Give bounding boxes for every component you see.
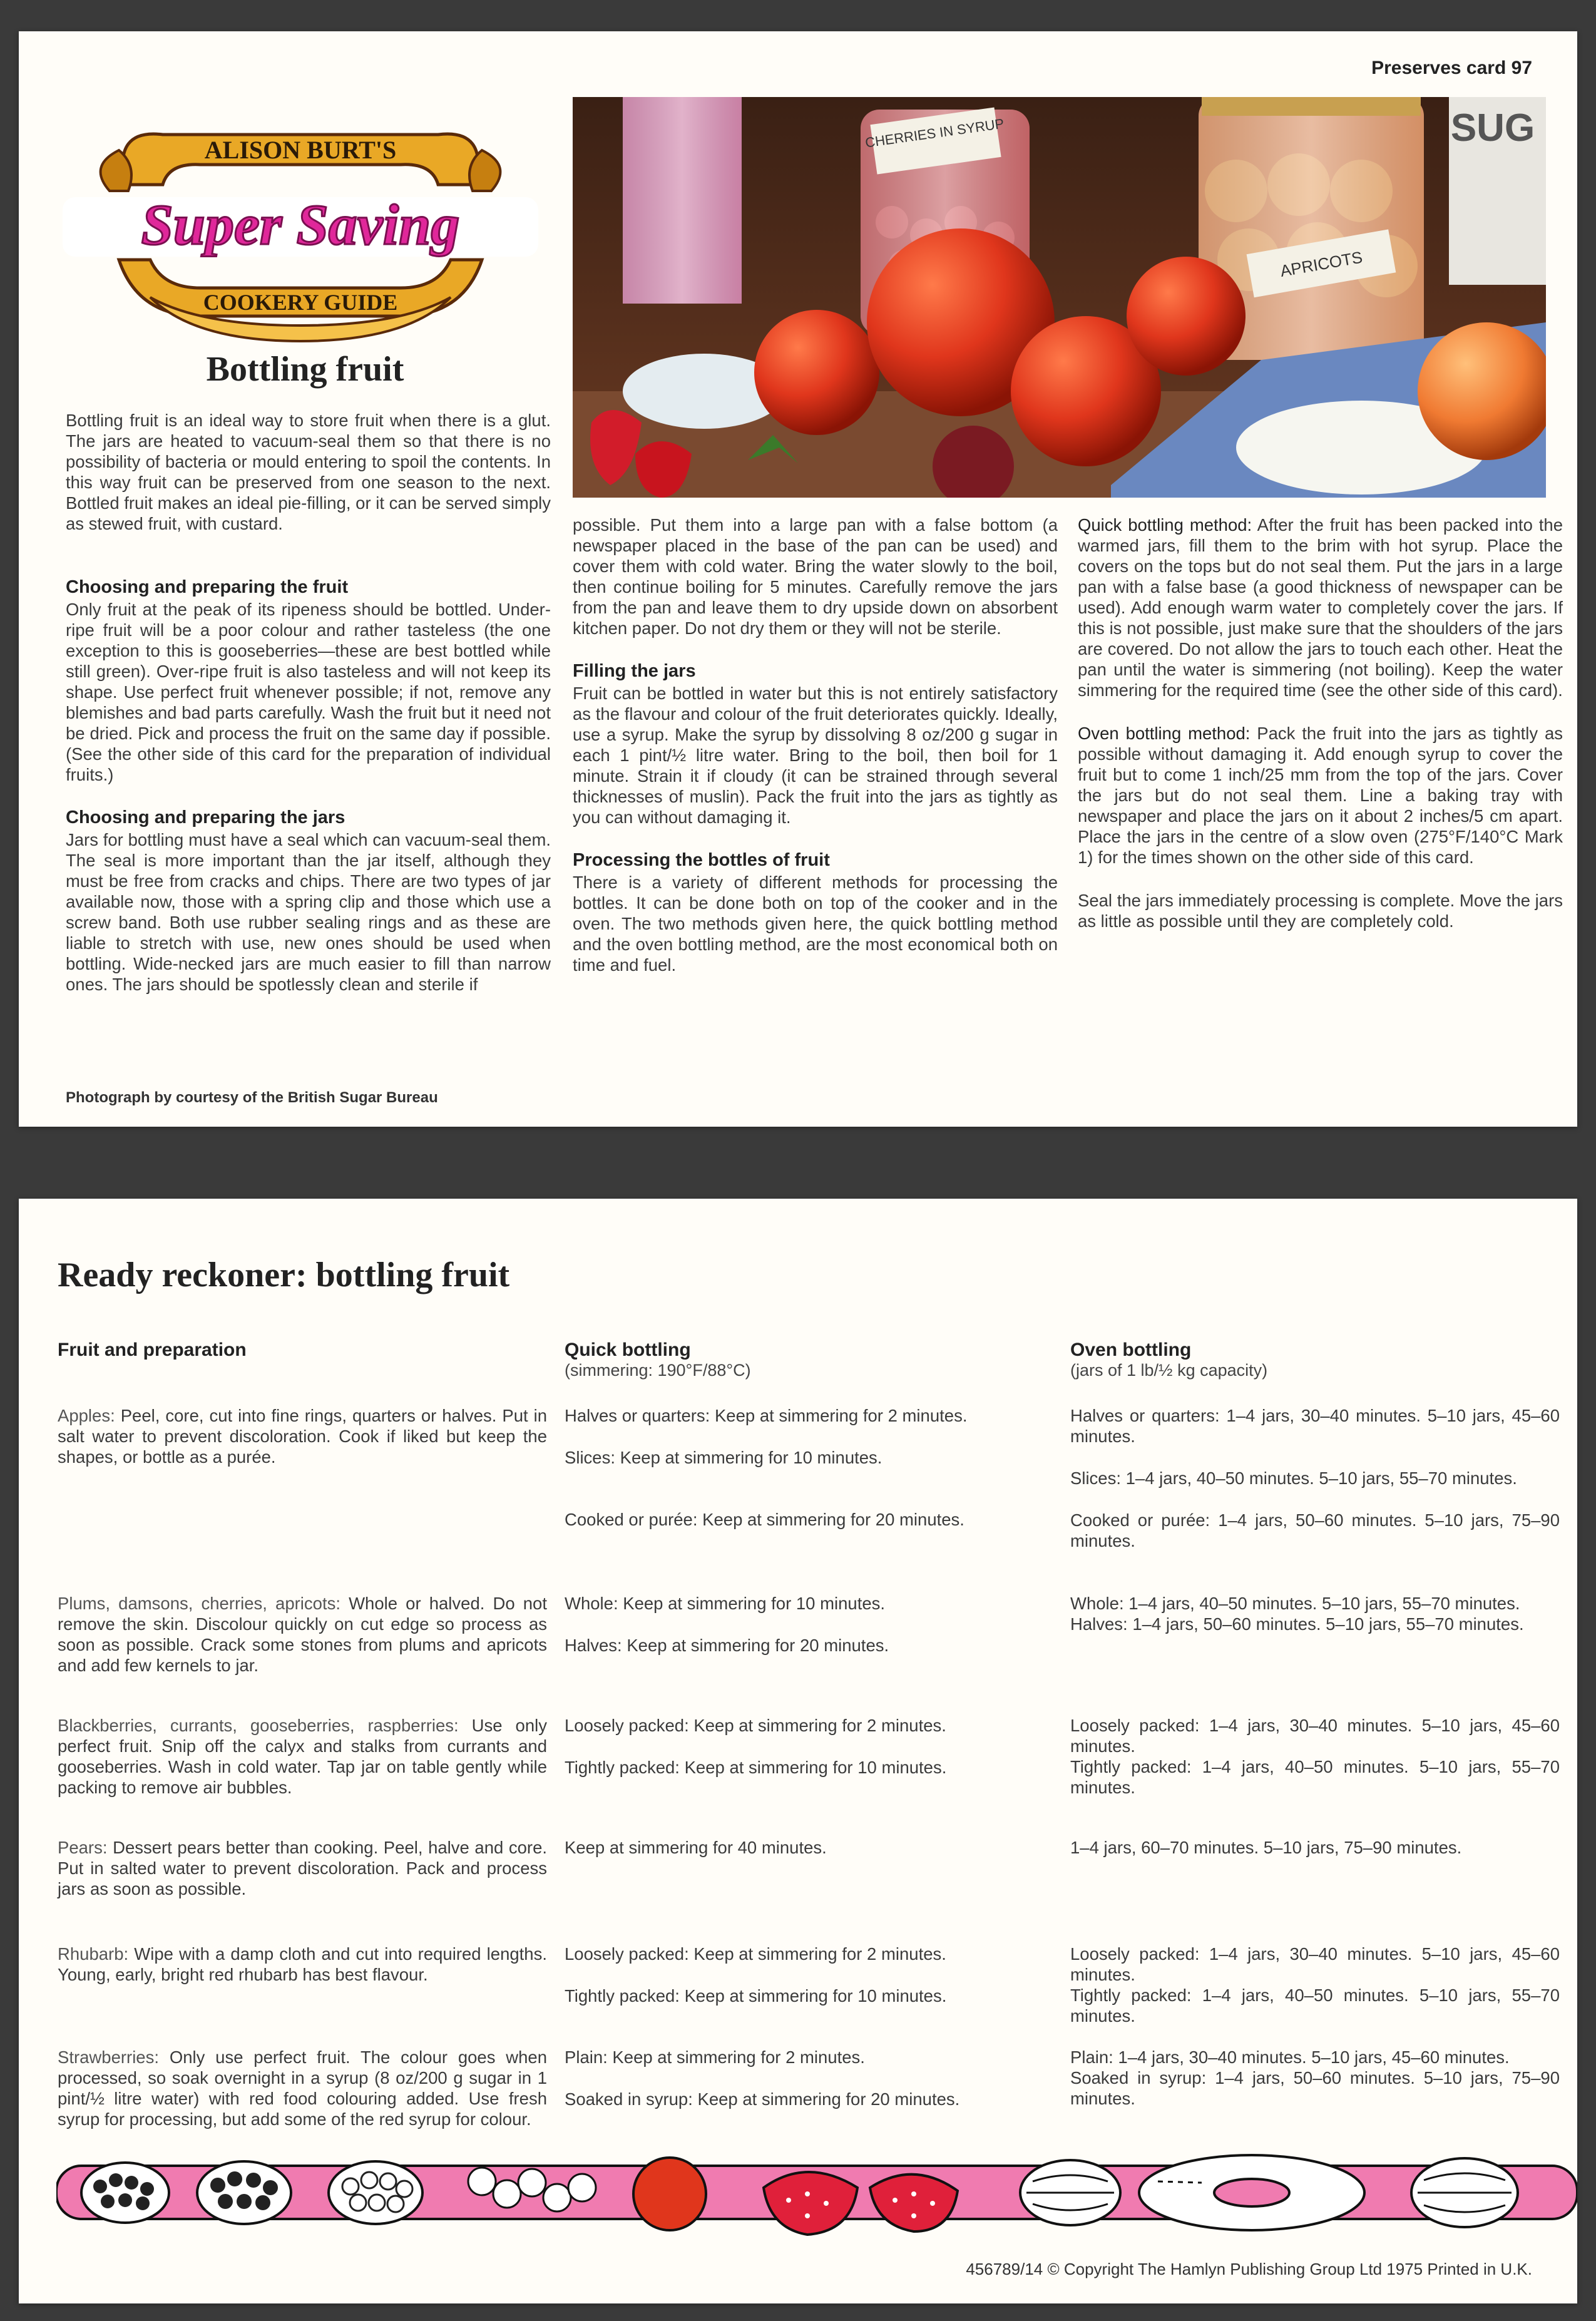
jar-label-cherries: CHERRIES IN SYRUP [864, 115, 1005, 151]
quick-entry: Cooked or purée: Keep at simmering for 20 minutes. [565, 1510, 964, 1529]
fruit-illustration-band [56, 2144, 1577, 2238]
back-card [19, 1199, 1577, 2303]
quick-method-label: Quick bottling method: [1078, 515, 1252, 535]
column-middle [573, 515, 1058, 998]
fruit-name: Rhubarb: [58, 1944, 129, 1964]
quick-entry: Slices: Keep at simmering for 10 minutes. [565, 1448, 882, 1467]
oven-method-text: Pack the fruit into the jars as tightly as possible without damaging it. Add enough syrup to cover the fruit but to come 1 inch/25 mm from the top of the jars. Cover the jars but do not seal them. Line a baking tray with newspaper and place the jars on it about 2 inches/5 cm apart. Place the jars in the centre of a slow oven (275°F/140°C Mark 1) for the times shown on the other side of this card. [1078, 724, 1563, 867]
photo-credit: Photograph by courtesy of the British Sugar Bureau [66, 1089, 438, 1106]
header-quick-sub: (simmering: 190°F/88°C) [565, 1361, 751, 1380]
section-text: Only fruit at the peak of its ripeness should be bottled. Under-ripe fruit will be a poor colour and rather tasteless (the one exception to this is gooseberries—these are best bottled while still green). Over-ripe fruit is also tasteless and will not keep its shape. Use perfect fruit whenever possible; if not, remove any blemishes and bad parts carefully. Wash the fruit but it need not be dried. Pick and process the fruit on the same day if possible. (See the other side of this card for the preparation of individual fruits.) [66, 600, 551, 784]
header-quick [565, 1340, 751, 1380]
seal-paragraph: Seal the jars immediately processing is complete. Move the jars as little as possible until they are completely cold. [1078, 891, 1563, 931]
intro-paragraph: Bottling fruit is an ideal way to store fruit when there is a glut. The jars are heated to vacuum-seal them so that there is no possibility of bacteria or mould entering to spoil the contents. In this way fruit can be preserved from one season to the next. Bottled fruit makes an ideal pie-filling, or it can be served simply as stewed fruit, with custard. [66, 411, 551, 533]
table-row-oven [1070, 1837, 1560, 1858]
section-heading: Filling the jars [573, 661, 696, 681]
quick-entry: Tightly packed: Keep at simmering for 10 minutes. [565, 1986, 947, 2006]
table-row-oven [1070, 1593, 1560, 1634]
table-row-oven [1070, 1405, 1560, 1551]
quick-method-paragraph [1078, 515, 1563, 700]
oven-entry: Halves: 1–4 jars, 50–60 minutes. 5–10 jars, 55–70 minutes. [1070, 1614, 1524, 1634]
fruit-prep: Use only perfect fruit. Snip off the calyx and stalks from currants and gooseberries. Wash in cold water. Tap jar on table gently while packing to remove air bubbles. [58, 1716, 548, 1797]
header-fruit [58, 1340, 247, 1361]
section-filling [573, 661, 1058, 827]
blackberry-icon [81, 2163, 169, 2223]
logo-top-text: ALISON BURT'S [204, 136, 397, 164]
table-row-quick [565, 1405, 1054, 1530]
logo-middle-text: Super Saving [141, 193, 460, 257]
gooseberry-icon [1020, 2160, 1120, 2225]
section-processing [573, 850, 1058, 975]
oven-entry: Cooked or purée: 1–4 jars, 50–60 minutes. 5–10 jars, 75–90 minutes. [1070, 1510, 1560, 1550]
table-row-fruit [58, 1405, 547, 1467]
table-row-fruit [58, 1593, 547, 1676]
table-row-quick [565, 2047, 1054, 2109]
column-right [1078, 515, 1563, 931]
cookery-guide-logo [50, 91, 551, 354]
jar-label-apricots: APRICOTS [1279, 247, 1364, 281]
logo-bottom-text: COOKERY GUIDE [203, 290, 398, 315]
quick-entry: Loosely packed: Keep at simmering for 2 minutes. [565, 1944, 946, 1964]
front-card [19, 31, 1577, 1127]
oven-entry: Loosely packed: 1–4 jars, 30–40 minutes. 5–10 jars, 45–60 minutes. [1070, 1944, 1560, 1984]
section-heading: Choosing and preparing the fruit [66, 577, 349, 597]
oven-method-paragraph [1078, 723, 1563, 868]
quick-entry: Soaked in syrup: Keep at simmering for 20 minutes. [565, 2089, 960, 2109]
table-row-oven [1070, 1944, 1560, 2026]
oven-entry: Soaked in syrup: 1–4 jars, 50–60 minutes. 5–10 jars, 75–90 minutes. [1070, 2068, 1560, 2108]
header-oven-label: Oven bottling [1070, 1340, 1192, 1360]
oven-entry: Slices: 1–4 jars, 40–50 minutes. 5–10 jars, 55–70 minutes. [1070, 1468, 1517, 1488]
table-row-quick [565, 1944, 1054, 2006]
fruit-prep: Only use perfect fruit. The colour goes when processed, so soak overnight in a syrup (8 oz/200 g sugar in 1 pint/½ litre water) with red food colouring added. Use fresh syrup for processing, but add some of the red syrup for colour. [58, 2047, 548, 2129]
quick-entry: Halves: Keep at simmering for 20 minutes. [565, 1636, 889, 1655]
quick-entry: Plain: Keep at simmering for 2 minutes. [565, 2047, 865, 2067]
fruit-prep: Whole or halved. Do not remove the skin. Discolour quickly on cut edge so process as soon as possible. Crack some stones from plums and apricots and add few kernels to jar. [58, 1594, 547, 1675]
oven-entry: Whole: 1–4 jars, 40–50 minutes. 5–10 jars, 55–70 minutes. [1070, 1594, 1520, 1613]
card-label: Preserves card 97 [1371, 58, 1532, 78]
header-oven-sub: (jars of 1 lb/½ kg capacity) [1070, 1361, 1268, 1380]
oven-entry: 1–4 jars, 60–70 minutes. 5–10 jars, 75–90 minutes. [1070, 1838, 1462, 1857]
header-quick-label: Quick bottling [565, 1340, 691, 1360]
fruit-prep: Wipe with a damp cloth and cut into required lengths. Young, early, bright red rhubarb has best flavour. [58, 1944, 547, 1984]
table-row-fruit [58, 1837, 547, 1899]
fruit-name: Plums, damsons, cherries, apricots: [58, 1594, 340, 1613]
fruit-name: Pears: [58, 1838, 108, 1857]
quick-entry: Loosely packed: Keep at simmering for 2 minutes. [565, 1716, 946, 1735]
page-title: Bottling fruit [206, 350, 404, 389]
oven-entry: Loosely packed: 1–4 jars, 30–40 minutes. 5–10 jars, 45–60 minutes. [1070, 1716, 1560, 1756]
quick-entry: Halves or quarters: Keep at simmering for 2 minutes. [565, 1406, 968, 1425]
raspberry-icon [329, 2161, 422, 2224]
oven-entry: Halves or quarters: 1–4 jars, 30–40 minutes. 5–10 jars, 45–60 minutes. [1070, 1406, 1560, 1446]
table-row-oven [1070, 1715, 1560, 1798]
header-oven [1070, 1340, 1267, 1380]
table-row-quick [565, 1837, 1054, 1858]
header-fruit-label: Fruit and preparation [58, 1340, 247, 1360]
oven-entry: Tightly packed: 1–4 jars, 40–50 minutes. 5–10 jars, 55–70 minutes. [1070, 1985, 1560, 2026]
fruit-prep: Dessert pears better than cooking. Peel, halve and core. Put in salted water to prevent discoloration. Pack and process jars as soon as possible. [58, 1838, 548, 1898]
ready-reckoner-title: Ready reckoner: bottling fruit [58, 1256, 510, 1294]
fruit-name: Blackberries, currants, gooseberries, raspberries: [58, 1716, 459, 1735]
plum-icon [633, 2158, 706, 2230]
copyright-notice: 456789/14 © Copyright The Hamlyn Publishing Group Ltd 1975 Printed in U.K. [966, 2260, 1532, 2278]
quick-entry: Tightly packed: Keep at simmering for 10 minutes. [565, 1758, 947, 1777]
table-row-quick [565, 1715, 1054, 1778]
table-row-fruit [58, 1944, 547, 1985]
table-row-fruit [58, 1715, 547, 1798]
quick-method-text: After the fruit has been packed into the warmed jars, fill them to the brim with hot syrup. Place the covers on the tops but do not seal them. Put the jars in a large pan with a false base (a good thickness of newspaper can be used). Add enough warm water to completely cover the jars. If this is not possible, just make sure that the shoulders of the jars are covered. Do not allow the jars to touch each other. Heat the pan until the water is simmering (not boiling). Keep the water simmering for the required time (see the other side of this card). [1078, 515, 1563, 700]
jar-label-sugar: SUG [1450, 106, 1535, 150]
quick-entry: Whole: Keep at simmering for 10 minutes. [565, 1594, 886, 1613]
jars-continued-text: possible. Put them into a large pan with a false bottom (a newspaper placed in the base of the pan can be used) and cover them with cold water. Bring the water slowly to the boil, then continue boiling for 5 minutes. Carefully remove the jars from the pan and leave them to dry upside down on absorbent kitchen paper. Do not dry them or they will not be sterile. [573, 515, 1058, 638]
section-heading: Choosing and preparing the jars [66, 807, 345, 827]
fruit-name: Apples: [58, 1406, 115, 1425]
section-text: There is a variety of different methods for processing the bottles. It can be done both on top of the cooker and in the oven. The two methods given here, the quick bottling method and the oven bottling method, are the most economical both on time and fuel. [573, 873, 1058, 975]
section-fruit [66, 577, 551, 785]
oven-method-label: Oven bottling method: [1078, 724, 1251, 743]
fruit-jars-photo [573, 97, 1546, 498]
oven-entry: Plain: 1–4 jars, 30–40 minutes. 5–10 jars, 45–60 minutes. [1070, 2047, 1510, 2067]
section-heading: Processing the bottles of fruit [573, 850, 830, 870]
table-row-fruit [58, 2047, 547, 2129]
quick-entry: Keep at simmering for 40 minutes. [565, 1838, 827, 1857]
table-row-quick [565, 1593, 1054, 1656]
fruit-prep: Peel, core, cut into fine rings, quarters or halves. Put in salt water to prevent discoloration. Cook if liked but keep the shapes, or bottle as a purée. [58, 1406, 548, 1467]
oven-entry: Tightly packed: 1–4 jars, 40–50 minutes. 5–10 jars, 55–70 minutes. [1070, 1757, 1560, 1797]
section-jars [66, 807, 551, 995]
gooseberry-icon [1411, 2158, 1518, 2227]
blackberry-icon [197, 2161, 291, 2224]
table-row-oven [1070, 2047, 1560, 2109]
section-text: Fruit can be bottled in water but this is not entirely satisfactory as the flavour and colour of the fruit deteriorates quickly. Ideally, use a syrup. Make the syrup by dissolving 8 oz/200 g sugar in each 1 pint/½ litre water. Bring to the boil, then boil for 1 minute. Strain it if cloudy (it can be strained through several thicknesses of muslin). Pack the fruit into the jars as tightly as you can without damaging it. [573, 684, 1058, 827]
section-text: Jars for bottling must have a seal which can vacuum-seal them. The seal is more important than the jar itself, although they must be free from cracks and chips. There are two types of jar available now, those with a spring clip and those which use a screw band. Both use rubber sealing rings and as these are liable to stretch with use, new ones should be used when bottling. Wide-necked jars are much easier to fill than narrow ones. The jars should be spotlessly clean and sterile if [66, 830, 551, 994]
apple-ring-icon [1139, 2155, 1364, 2230]
column-left [66, 577, 551, 1017]
fruit-name: Strawberries: [58, 2047, 159, 2067]
